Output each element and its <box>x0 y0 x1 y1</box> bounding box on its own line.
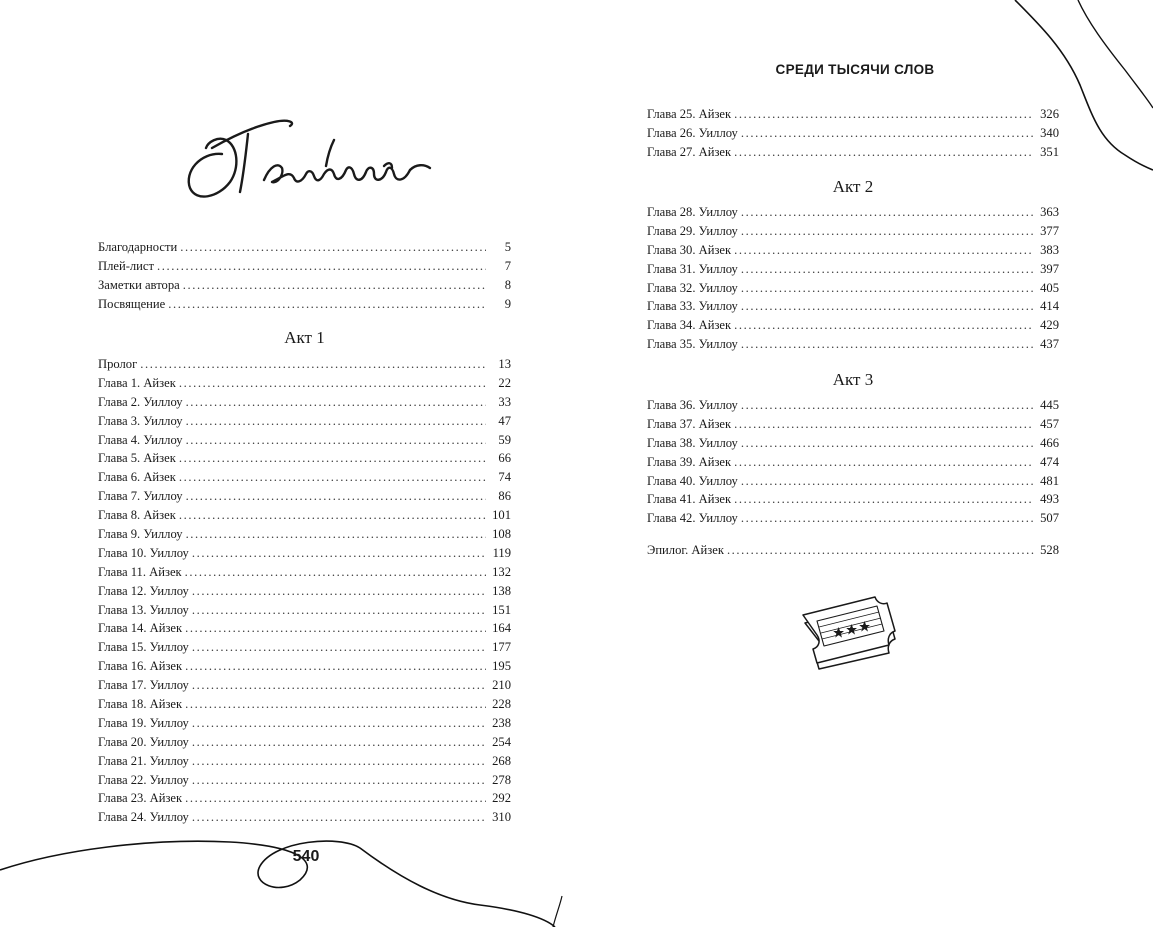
toc-leader-dots <box>734 453 1034 472</box>
toc-leader-dots <box>741 335 1034 354</box>
toc-leader-dots <box>168 295 486 314</box>
toc-entry-page: 377 <box>1040 223 1059 238</box>
toc-leader-dots <box>179 468 486 487</box>
toc-leader-dots <box>180 238 486 257</box>
toc-entry-label: Глава 14. Айзек <box>98 621 183 636</box>
toc-entry-page: 310 <box>492 810 511 825</box>
toc-entry <box>98 619 511 638</box>
toc-entry-page: 493 <box>1040 492 1059 507</box>
toc-entry-page: 151 <box>492 602 511 617</box>
toc-entry-label: Глава 19. Уиллоу <box>98 715 189 730</box>
toc-leader-dots <box>727 541 1034 560</box>
toc-entry-label: Глава 25. Айзек <box>647 107 732 121</box>
toc-entry-label: Глава 12. Уиллоу <box>98 583 189 598</box>
toc-entry <box>647 490 1059 509</box>
toc-epilogue <box>647 541 1059 560</box>
toc-leader-dots <box>192 638 486 657</box>
toc-leader-dots <box>185 789 486 808</box>
toc-entry-page: 195 <box>492 659 511 674</box>
toc-leader-dots <box>186 487 486 506</box>
toc-entry-page: 414 <box>1040 299 1059 314</box>
toc-leader-dots <box>186 393 486 412</box>
toc-entry <box>647 335 1059 354</box>
toc-leader-dots <box>741 124 1034 143</box>
act2-heading: Акт 2 <box>832 177 874 196</box>
toc-act1 <box>98 355 511 827</box>
toc-entry-label: Глава 2. Уиллоу <box>98 394 183 409</box>
toc-entry-page: 466 <box>1040 435 1059 450</box>
toc-entry-page: 238 <box>492 715 511 730</box>
toc-entry-label: Глава 9. Уиллоу <box>98 527 183 542</box>
toc-entry <box>98 525 511 544</box>
toc-entry <box>98 506 511 525</box>
toc-entry <box>647 434 1059 453</box>
toc-entry <box>647 541 1059 560</box>
toc-leader-dots <box>741 472 1034 491</box>
toc-entry-page: 9 <box>504 296 511 311</box>
toc-entry-label: Глава 3. Уиллоу <box>98 413 183 428</box>
act1-heading: Акт 1 <box>284 328 325 347</box>
toc-leader-dots <box>734 105 1034 124</box>
toc-entry-page: 481 <box>1040 473 1059 488</box>
toc-entry-label: Глава 27. Айзек <box>647 144 732 159</box>
toc-entry-label: Глава 6. Айзек <box>98 470 176 485</box>
toc-entry <box>647 472 1059 491</box>
toc-entry-page: 429 <box>1040 318 1059 333</box>
toc-leader-dots <box>186 412 486 431</box>
toc-leader-dots <box>179 374 486 393</box>
toc-entry <box>98 487 511 506</box>
toc-entry <box>647 105 1059 124</box>
toc-entry <box>98 714 511 733</box>
toc-entry-label: Глава 41. Айзек <box>647 492 732 507</box>
toc-entry-label: Глава 20. Уиллоу <box>98 734 189 749</box>
toc-entry <box>98 295 511 314</box>
toc-entry-page: 33 <box>498 394 511 409</box>
toc-entry-label: Глава 24. Уиллоу <box>98 810 189 825</box>
toc-entry-label: Глава 18. Айзек <box>98 697 183 712</box>
toc-leader-dots <box>179 449 486 468</box>
toc-entry-label: Глава 11. Айзек <box>98 564 182 579</box>
toc-entry-page: 437 <box>1040 337 1059 352</box>
toc-entry-label: Глава 36. Уиллоу <box>647 398 738 412</box>
toc-entry-label: Глава 7. Уиллоу <box>98 489 183 504</box>
toc-entry <box>98 449 511 468</box>
toc-entry-page: 132 <box>492 564 511 579</box>
toc-entry <box>98 276 511 295</box>
toc-entry-label: Глава 32. Уиллоу <box>647 280 738 295</box>
toc-entry-page: 101 <box>492 508 511 523</box>
toc-entry <box>647 316 1059 335</box>
toc-entry-page: 292 <box>492 791 511 806</box>
toc-entry <box>98 601 511 620</box>
toc-entry-label: Глава 5. Айзек <box>98 451 176 466</box>
toc-entry-label: Глава 39. Айзек <box>647 454 732 469</box>
toc-leader-dots <box>183 276 486 295</box>
toc-leader-dots <box>734 490 1034 509</box>
toc-entry-label: Посвящение <box>98 296 166 311</box>
toc-entry-label: Пролог <box>98 357 138 371</box>
toc-entry-label: Глава 8. Айзек <box>98 508 176 523</box>
toc-entry-page: 405 <box>1040 280 1059 295</box>
toc-entry <box>647 297 1059 316</box>
toc-leader-dots <box>157 257 486 276</box>
toc-entry-label: Благодарности <box>98 240 178 254</box>
toc-act1-continued <box>647 105 1059 162</box>
toc-leader-dots <box>741 222 1034 241</box>
toc-entry-page: 119 <box>492 545 511 560</box>
toc-leader-dots <box>192 733 486 752</box>
toc-entry-label: Глава 21. Уиллоу <box>98 753 189 768</box>
toc-entry-label: Глава 37. Айзек <box>647 416 732 431</box>
toc-entry-page: 397 <box>1040 261 1059 276</box>
toc-entry <box>98 412 511 431</box>
toc-entry <box>98 468 511 487</box>
toc-entry-label: Глава 26. Уиллоу <box>647 125 738 140</box>
toc-leader-dots <box>734 316 1034 335</box>
toc-entry <box>98 563 511 582</box>
toc-entry <box>98 431 511 450</box>
toc-entry-page: 351 <box>1040 144 1059 159</box>
toc-entry-page: 8 <box>504 277 511 292</box>
toc-entry-page: 66 <box>498 451 511 466</box>
toc-entry-page: 7 <box>504 258 511 273</box>
toc-entry-label: Эпилог. Айзек <box>647 543 724 557</box>
toc-leader-dots <box>140 355 486 374</box>
toc-leader-dots <box>185 695 486 714</box>
toc-leader-dots <box>741 434 1034 453</box>
toc-leader-dots <box>192 676 486 695</box>
toc-entry <box>647 260 1059 279</box>
toc-leader-dots <box>192 808 486 827</box>
toc-entry-page: 278 <box>492 772 511 787</box>
toc-entry <box>98 752 511 771</box>
toc-entry-label: Глава 42. Уиллоу <box>647 511 738 526</box>
left-page <box>0 0 576 927</box>
toc-entry-page: 363 <box>1040 205 1059 219</box>
toc-entry-page: 445 <box>1040 398 1059 412</box>
toc-entry <box>98 638 511 657</box>
toc-entry-label: Глава 17. Уиллоу <box>98 678 189 693</box>
toc-entry <box>647 415 1059 434</box>
toc-entry-label: Глава 29. Уиллоу <box>647 223 738 238</box>
toc-entry-label: Глава 15. Уиллоу <box>98 640 189 655</box>
toc-entry <box>98 393 511 412</box>
toc-entry <box>98 789 511 808</box>
toc-leader-dots <box>741 203 1034 222</box>
toc-entry <box>98 657 511 676</box>
toc-leader-dots <box>185 619 486 638</box>
toc-entry <box>647 222 1059 241</box>
toc-entry-label: Плей-лист <box>98 258 155 273</box>
toc-entry-label: Глава 31. Уиллоу <box>647 261 738 276</box>
toc-leader-dots <box>734 241 1034 260</box>
toc-entry-label: Глава 28. Уиллоу <box>647 205 738 219</box>
toc-leader-dots <box>186 431 486 450</box>
toc-leader-dots <box>186 525 486 544</box>
toc-leader-dots <box>192 544 486 563</box>
toc-entry <box>98 808 511 827</box>
toc-leader-dots <box>192 601 486 620</box>
toc-entry-page: 210 <box>492 678 511 693</box>
toc-entry-label: Глава 4. Уиллоу <box>98 432 183 447</box>
toc-leader-dots <box>741 297 1034 316</box>
toc-entry-page: 59 <box>498 432 511 447</box>
toc-entry-label: Глава 40. Уиллоу <box>647 473 738 488</box>
toc-entry-page: 5 <box>504 240 511 254</box>
tickets-icon <box>795 585 907 673</box>
toc-entry-page: 474 <box>1040 454 1059 469</box>
toc-entry-page: 22 <box>498 375 511 390</box>
toc-entry <box>98 238 511 257</box>
toc-leader-dots <box>741 509 1034 528</box>
toc-act3 <box>647 396 1059 528</box>
toc-entry <box>647 124 1059 143</box>
toc-entry-label: Глава 23. Айзек <box>98 791 183 806</box>
toc-leader-dots <box>185 563 486 582</box>
page-number: 540 <box>292 848 320 865</box>
toc-entry-page: 177 <box>492 640 511 655</box>
toc-leader-dots <box>741 260 1034 279</box>
toc-entry <box>98 355 511 374</box>
toc-entry <box>647 453 1059 472</box>
toc-entry-page: 47 <box>498 413 511 428</box>
toc-entry <box>647 509 1059 528</box>
toc-leader-dots <box>741 396 1034 415</box>
toc-entry <box>647 279 1059 298</box>
toc-entry-page: 528 <box>1040 543 1059 557</box>
toc-entry-page: 164 <box>492 621 511 636</box>
toc-entry <box>647 203 1059 222</box>
toc-entry-page: 268 <box>492 753 511 768</box>
toc-entry <box>98 257 511 276</box>
toc-entry-page: 254 <box>492 734 511 749</box>
toc-entry-label: Глава 38. Уиллоу <box>647 435 738 450</box>
toc-entry-page: 457 <box>1040 416 1059 431</box>
toc-entry-page: 108 <box>492 527 511 542</box>
toc-entry-label: Глава 22. Уиллоу <box>98 772 189 787</box>
toc-entry-label: Глава 30. Айзек <box>647 242 732 257</box>
toc-act2 <box>647 203 1059 354</box>
toc-entry-label: Глава 33. Уиллоу <box>647 299 738 314</box>
toc-leader-dots <box>192 714 486 733</box>
toc-entry <box>98 695 511 714</box>
toc-entry-label: Глава 13. Уиллоу <box>98 602 189 617</box>
toc-entry-page: 138 <box>492 583 511 598</box>
toc-entry-page: 74 <box>498 470 511 485</box>
toc-entry-page: 326 <box>1040 107 1059 121</box>
toc-entry <box>647 143 1059 162</box>
toc-entry <box>98 771 511 790</box>
toc-leader-dots <box>179 506 486 525</box>
toc-entry <box>98 544 511 563</box>
toc-entry-label: Глава 34. Айзек <box>647 318 732 333</box>
toc-entry <box>98 676 511 695</box>
toc-entry-label: Глава 1. Айзек <box>98 375 176 390</box>
toc-entry <box>98 733 511 752</box>
toc-front-matter <box>98 238 511 314</box>
running-head: СРЕДИ ТЫСЯЧИ СЛОВ <box>775 62 935 77</box>
toc-leader-dots <box>192 582 486 601</box>
toc-entry-label: Глава 10. Уиллоу <box>98 545 189 560</box>
toc-entry-page: 228 <box>492 697 511 712</box>
script-heading-illustration <box>178 112 438 204</box>
toc-leader-dots <box>185 657 486 676</box>
toc-entry-label: Заметки автора <box>98 277 180 292</box>
toc-entry <box>98 582 511 601</box>
toc-entry <box>647 241 1059 260</box>
toc-entry <box>98 374 511 393</box>
act3-heading: Акт 3 <box>832 370 874 389</box>
toc-entry-page: 340 <box>1040 125 1059 140</box>
toc-leader-dots <box>734 415 1034 434</box>
toc-entry-label: Глава 35. Уиллоу <box>647 337 738 352</box>
toc-entry-page: 13 <box>498 357 511 371</box>
toc-entry-page: 507 <box>1040 511 1059 526</box>
toc-leader-dots <box>734 143 1034 162</box>
toc-leader-dots <box>192 752 486 771</box>
toc-entry <box>647 396 1059 415</box>
toc-entry-page: 383 <box>1040 242 1059 257</box>
toc-leader-dots <box>741 279 1034 298</box>
toc-entry-page: 86 <box>498 489 511 504</box>
toc-entry-label: Глава 16. Айзек <box>98 659 183 674</box>
toc-leader-dots <box>192 771 486 790</box>
